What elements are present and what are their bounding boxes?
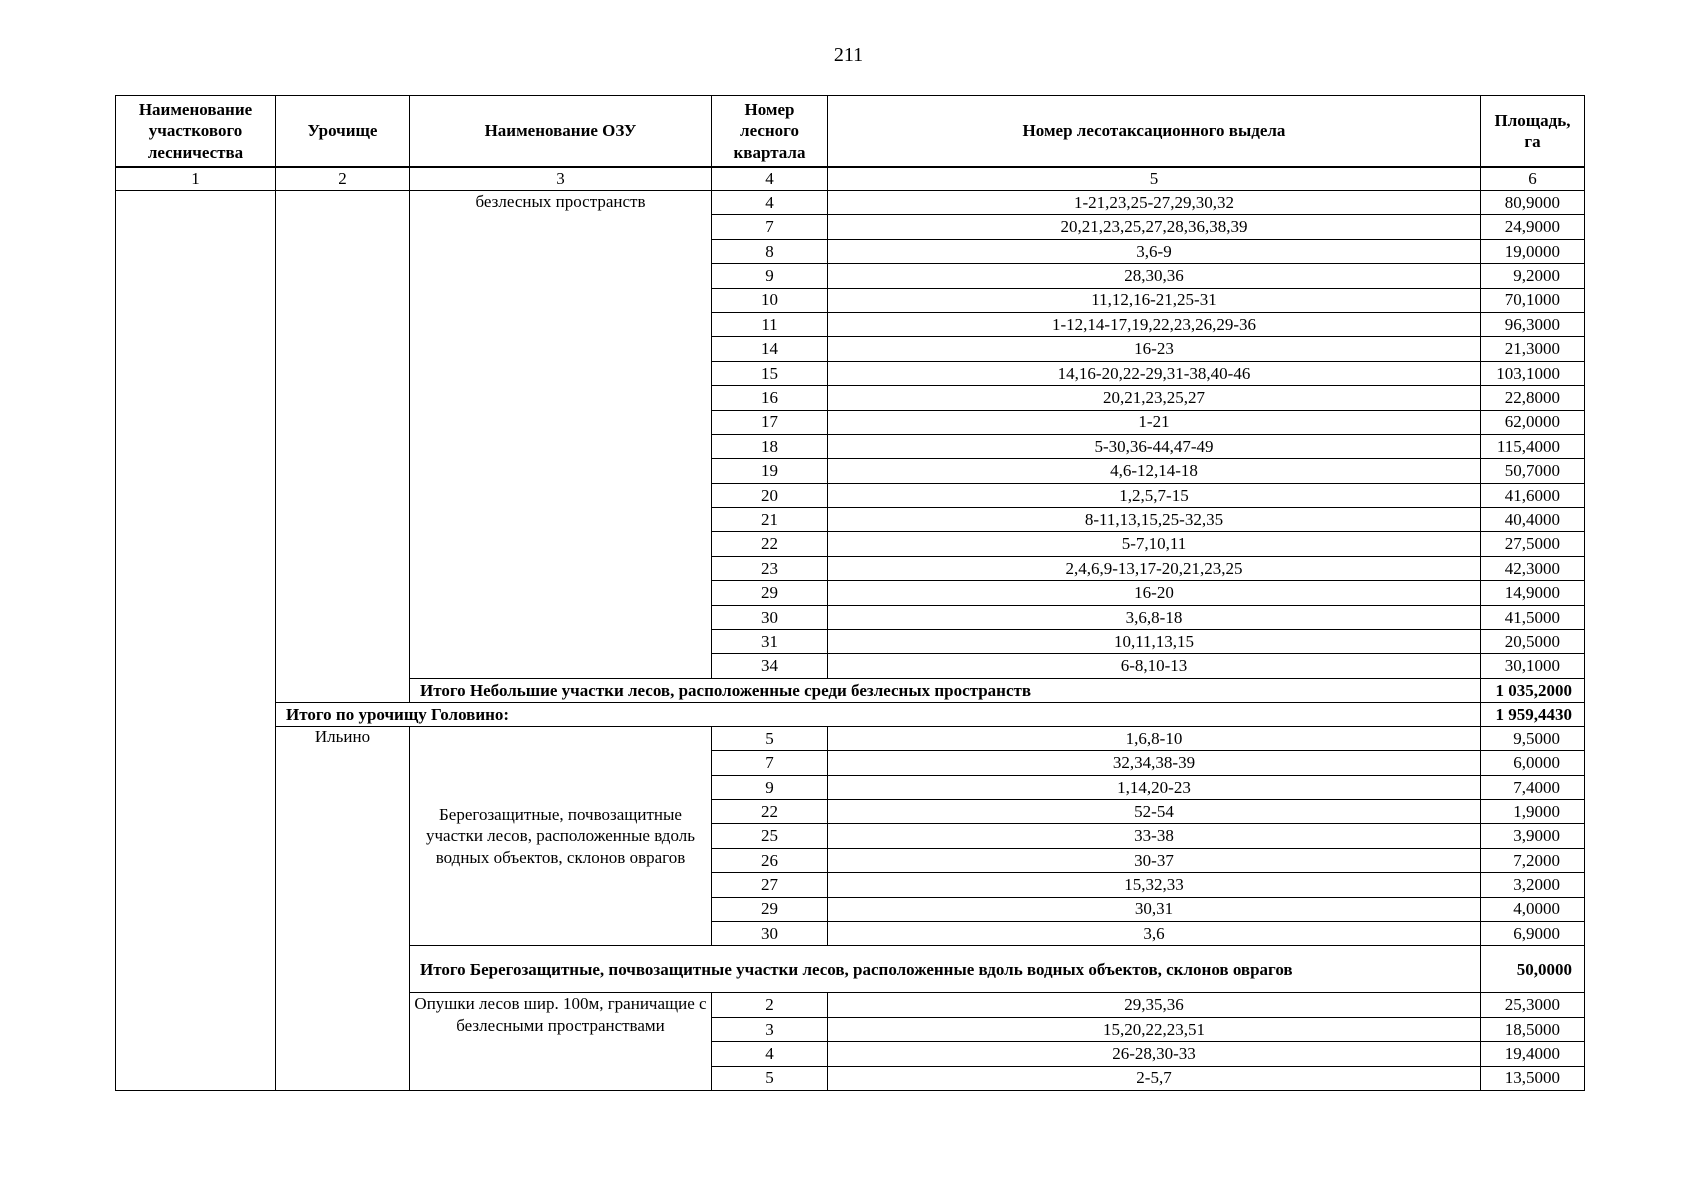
- area-cell: 80,9000: [1481, 191, 1585, 215]
- column-number-row: [116, 167, 1585, 191]
- vydel-cell: 14,16-20,22-29,31-38,40-46: [828, 361, 1481, 385]
- area-cell: 13,5000: [1481, 1066, 1585, 1090]
- area-cell: 30,1000: [1481, 654, 1585, 678]
- area-cell: 40,4000: [1481, 508, 1585, 532]
- area-cell: 41,6000: [1481, 483, 1585, 507]
- vydel-cell: 2,4,6,9-13,17-20,21,23,25: [828, 556, 1481, 580]
- kvartal-cell: 26: [712, 848, 828, 872]
- vydel-cell: 28,30,36: [828, 264, 1481, 288]
- header-urochishche: Урочище: [276, 96, 410, 168]
- area-cell: 50,7000: [1481, 459, 1585, 483]
- area-cell: 103,1000: [1481, 361, 1585, 385]
- ozu-total-label: Итого Берегозащитные, почвозащитные участки лесов, расположенные вдоль водных объектов, склонов оврагов: [410, 946, 1481, 993]
- column-number: 2: [276, 167, 410, 191]
- urochishche-total-area: 1 959,4430: [1481, 702, 1585, 726]
- kvartal-cell: 5: [712, 1066, 828, 1090]
- area-cell: 6,0000: [1481, 751, 1585, 775]
- kvartal-cell: 22: [712, 532, 828, 556]
- kvartal-cell: 23: [712, 556, 828, 580]
- page-number: 211: [833, 44, 864, 66]
- vydel-cell: 5-30,36-44,47-49: [828, 434, 1481, 458]
- area-cell: 22,8000: [1481, 386, 1585, 410]
- kvartal-cell: 19: [712, 459, 828, 483]
- vydel-cell: 3,6: [828, 921, 1481, 945]
- kvartal-cell: 27: [712, 873, 828, 897]
- kvartal-cell: 25: [712, 824, 828, 848]
- header-kvartal: Номер лесного квартала: [712, 96, 828, 168]
- ozu-cell: Опушки лесов шир. 100м, граничащие с безлесными пространствами: [410, 993, 712, 1091]
- kvartal-cell: 5: [712, 726, 828, 750]
- vydel-cell: 1,14,20-23: [828, 775, 1481, 799]
- kvartal-cell: 7: [712, 215, 828, 239]
- vydel-cell: 15,32,33: [828, 873, 1481, 897]
- vydel-cell: 26-28,30-33: [828, 1042, 1481, 1066]
- kvartal-cell: 11: [712, 312, 828, 336]
- urochishche-total-label: Итого по урочищу Головино:: [276, 702, 1481, 726]
- ozu-total-label: Итого Небольшие участки лесов, расположенные среди безлесных пространств: [410, 678, 1481, 702]
- vydel-cell: 1-21: [828, 410, 1481, 434]
- area-cell: 27,5000: [1481, 532, 1585, 556]
- area-cell: 41,5000: [1481, 605, 1585, 629]
- vydel-cell: 20,21,23,25,27,28,36,38,39: [828, 215, 1481, 239]
- column-number: 5: [828, 167, 1481, 191]
- vydel-cell: 5-7,10,11: [828, 532, 1481, 556]
- area-cell: 19,4000: [1481, 1042, 1585, 1066]
- vydel-cell: 15,20,22,23,51: [828, 1017, 1481, 1041]
- vydel-cell: 32,34,38-39: [828, 751, 1481, 775]
- area-cell: 42,3000: [1481, 556, 1585, 580]
- vydel-cell: 16-23: [828, 337, 1481, 361]
- area-cell: 115,4000: [1481, 434, 1585, 458]
- table-body: [116, 167, 1585, 1090]
- vydel-cell: 3,6-9: [828, 239, 1481, 263]
- vydel-cell: 29,35,36: [828, 993, 1481, 1017]
- header-vydel: Номер лесотаксационного выдела: [828, 96, 1481, 168]
- ozu-total-area: 50,0000: [1481, 946, 1585, 993]
- header-row: [116, 96, 1585, 168]
- area-cell: 14,9000: [1481, 581, 1585, 605]
- vydel-cell: 30,31: [828, 897, 1481, 921]
- column-number: 3: [410, 167, 712, 191]
- kvartal-cell: 3: [712, 1017, 828, 1041]
- ozu-cell: Берегозащитные, почвозащитные участки лесов, расположенные вдоль водных объектов, склонов оврагов: [410, 726, 712, 946]
- kvartal-cell: 10: [712, 288, 828, 312]
- area-cell: 19,0000: [1481, 239, 1585, 263]
- area-cell: 25,3000: [1481, 993, 1585, 1017]
- kvartal-cell: 17: [712, 410, 828, 434]
- kvartal-cell: 20: [712, 483, 828, 507]
- kvartal-cell: 34: [712, 654, 828, 678]
- area-cell: 7,2000: [1481, 848, 1585, 872]
- header-area: Площадь, га: [1481, 96, 1585, 168]
- kvartal-cell: 30: [712, 605, 828, 629]
- area-cell: 9,5000: [1481, 726, 1585, 750]
- urochishche-cell: [276, 191, 410, 703]
- kvartal-cell: 22: [712, 799, 828, 823]
- area-cell: 18,5000: [1481, 1017, 1585, 1041]
- area-cell: 3,9000: [1481, 824, 1585, 848]
- area-cell: 7,4000: [1481, 775, 1585, 799]
- vydel-cell: 16-20: [828, 581, 1481, 605]
- area-cell: 6,9000: [1481, 921, 1585, 945]
- kvartal-cell: 4: [712, 1042, 828, 1066]
- kvartal-cell: 31: [712, 630, 828, 654]
- header-ozu: Наименование ОЗУ: [410, 96, 712, 168]
- lesnichestvo-cell: [116, 191, 276, 1091]
- kvartal-cell: 29: [712, 897, 828, 921]
- vydel-cell: 1-12,14-17,19,22,23,26,29-36: [828, 312, 1481, 336]
- column-number: 6: [1481, 167, 1585, 191]
- vydel-cell: 10,11,13,15: [828, 630, 1481, 654]
- vydel-cell: 6-8,10-13: [828, 654, 1481, 678]
- vydel-cell: 33-38: [828, 824, 1481, 848]
- urochishche-total-row: [116, 702, 1585, 726]
- area-cell: 9,2000: [1481, 264, 1585, 288]
- kvartal-cell: 18: [712, 434, 828, 458]
- area-cell: 96,3000: [1481, 312, 1585, 336]
- area-cell: 4,0000: [1481, 897, 1585, 921]
- kvartal-cell: 9: [712, 775, 828, 799]
- kvartal-cell: 4: [712, 191, 828, 215]
- vydel-cell: 4,6-12,14-18: [828, 459, 1481, 483]
- kvartal-cell: 7: [712, 751, 828, 775]
- kvartal-cell: 21: [712, 508, 828, 532]
- area-cell: 24,9000: [1481, 215, 1585, 239]
- kvartal-cell: 29: [712, 581, 828, 605]
- kvartal-cell: 30: [712, 921, 828, 945]
- vydel-cell: 2-5,7: [828, 1066, 1481, 1090]
- area-cell: 70,1000: [1481, 288, 1585, 312]
- kvartal-cell: 2: [712, 993, 828, 1017]
- vydel-cell: 30-37: [828, 848, 1481, 872]
- area-cell: 21,3000: [1481, 337, 1585, 361]
- table-row: [116, 191, 1585, 215]
- vydel-cell: 20,21,23,25,27: [828, 386, 1481, 410]
- header-lesnichestvo: Наименование участкового лесничества: [116, 96, 276, 168]
- kvartal-cell: 16: [712, 386, 828, 410]
- vydel-cell: 8-11,13,15,25-32,35: [828, 508, 1481, 532]
- area-cell: 62,0000: [1481, 410, 1585, 434]
- area-cell: 3,2000: [1481, 873, 1585, 897]
- vydel-cell: 1,6,8-10: [828, 726, 1481, 750]
- vydel-cell: 1,2,5,7-15: [828, 483, 1481, 507]
- vydel-cell: 3,6,8-18: [828, 605, 1481, 629]
- forest-table: [115, 95, 1585, 1091]
- ozu-cell: безлесных пространств: [410, 191, 712, 679]
- column-number: 4: [712, 167, 828, 191]
- vydel-cell: 11,12,16-21,25-31: [828, 288, 1481, 312]
- vydel-cell: 1-21,23,25-27,29,30,32: [828, 191, 1481, 215]
- area-cell: 20,5000: [1481, 630, 1585, 654]
- kvartal-cell: 14: [712, 337, 828, 361]
- column-number: 1: [116, 167, 276, 191]
- kvartal-cell: 15: [712, 361, 828, 385]
- vydel-cell: 52-54: [828, 799, 1481, 823]
- area-cell: 1,9000: [1481, 799, 1585, 823]
- kvartal-cell: 8: [712, 239, 828, 263]
- urochishche-cell: Ильино: [276, 726, 410, 1090]
- table-row: [116, 726, 1585, 750]
- kvartal-cell: 9: [712, 264, 828, 288]
- ozu-total-area: 1 035,2000: [1481, 678, 1585, 702]
